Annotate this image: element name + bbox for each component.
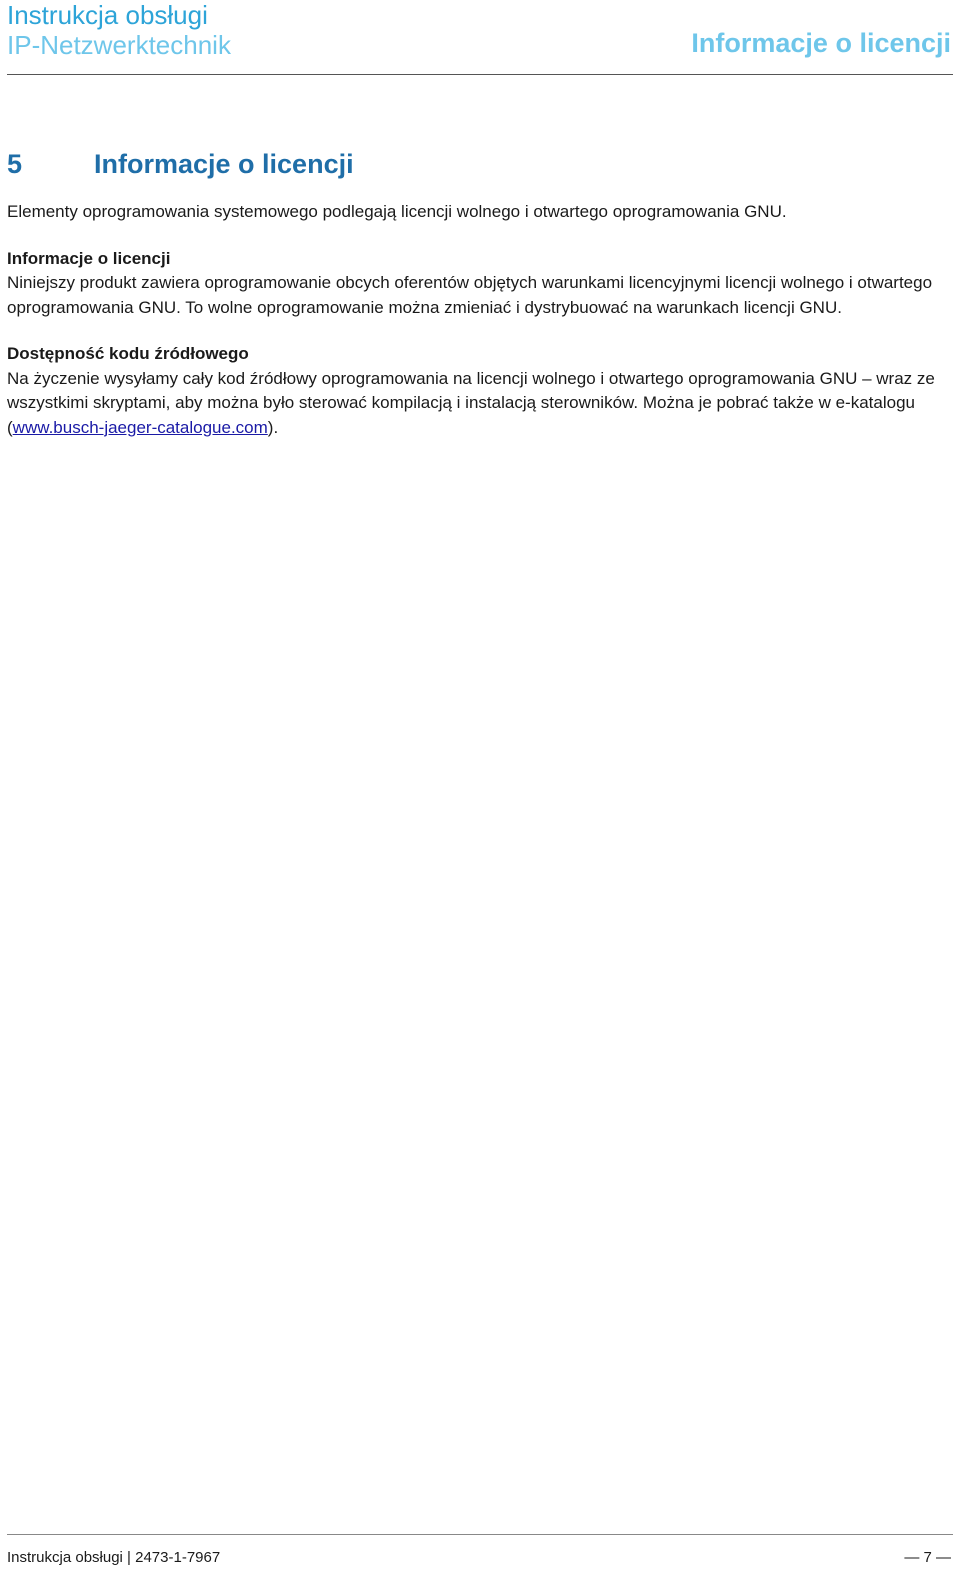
- source-heading: Dostępność kodu źródłowego: [7, 344, 249, 363]
- license-paragraph: Niniejszy produkt zawiera oprogramowanie obcych oferentów objętych warunkami licencyjnymi licencji wolnego i otwartego oprogramowania GNU. To wolne oprogramowanie można zmieniać i dystrybuować na warunkach licencji GNU.: [7, 273, 933, 317]
- footer-divider: [7, 1534, 953, 1535]
- source-paragraph: [7, 367, 947, 441]
- page-header: [0, 0, 960, 76]
- intro-paragraph: Elementy oprogramowania systemowego podlegają licencji wolnego i otwartego oprogramowania GNU.: [7, 202, 787, 221]
- header-product: IP-Netzwerktechnik: [7, 30, 231, 60]
- chapter-title: Informacje o licencji: [94, 149, 354, 179]
- license-heading: Informacje o licencji: [7, 248, 171, 268]
- chapter-number: 5: [7, 149, 23, 179]
- header-left: [7, 0, 231, 60]
- catalogue-link[interactable]: www.busch-jaeger-catalogue.com: [12, 417, 268, 437]
- footer-doc-info: Instrukcja obsługi | 2473-1-7967: [7, 1549, 221, 1566]
- source-text-before: Na życzenie wysyłamy cały kod źródłowy oprogramowania na licencji wolnego i otwartego oprogramowania GNU – wraz ze wszystkimi skryptami, aby można było sterować kompilacją i instalacją sterowników. Można je pobrać także w e-katalogu (: [7, 368, 935, 437]
- header-divider: [7, 74, 953, 75]
- main-content: [7, 146, 947, 440]
- chapter-heading: [7, 146, 947, 182]
- source-text-after: ).: [267, 417, 279, 437]
- header-section-title: Informacje o licencji: [691, 28, 951, 58]
- footer-page-number: — 7 —: [904, 1549, 951, 1566]
- header-doc-title: Instrukcja obsługi: [7, 0, 208, 30]
